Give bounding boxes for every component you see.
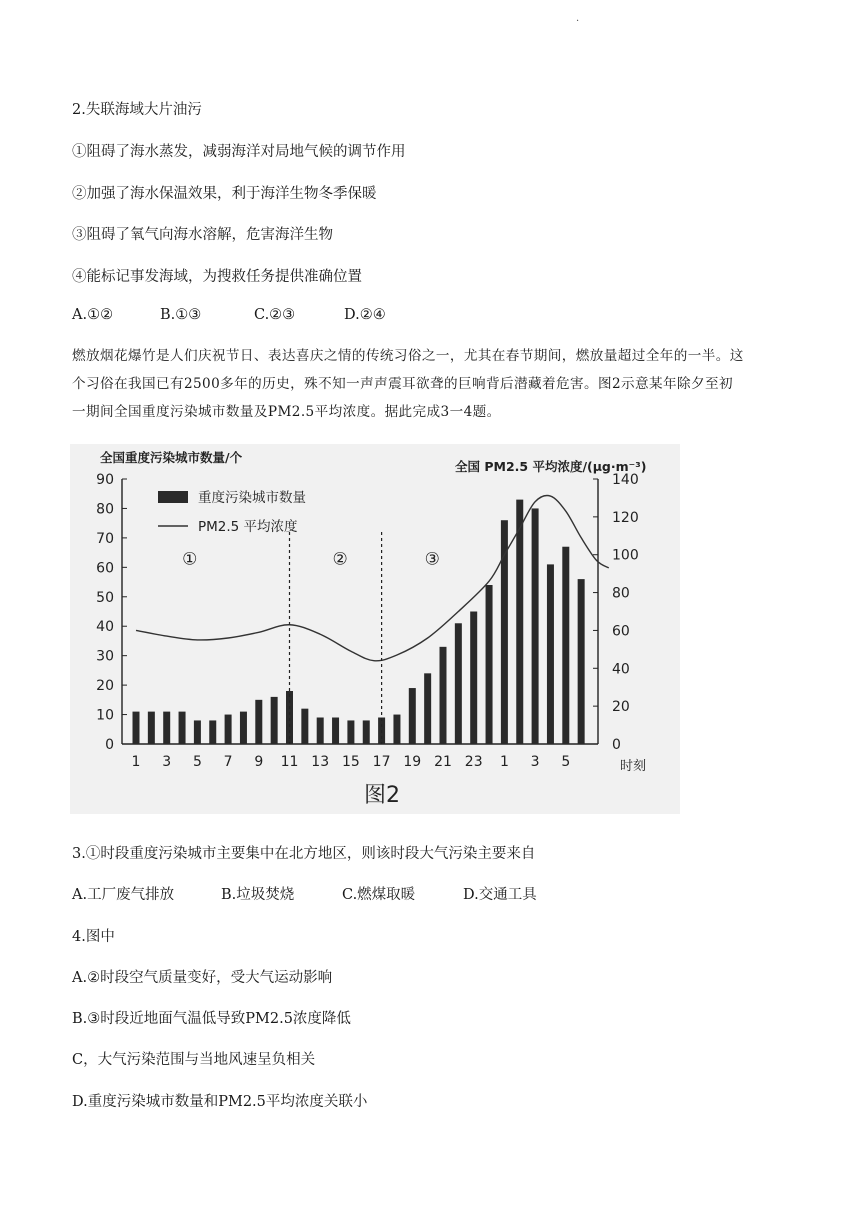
x-axis-label: 时刻: [620, 759, 647, 774]
period-label: ③: [424, 549, 440, 570]
x-tick-label: 13: [311, 754, 330, 770]
bar: [547, 564, 554, 744]
right-tick-label: 20: [612, 699, 630, 716]
question-2-options: [72, 307, 386, 323]
bar: [409, 688, 416, 744]
left-axis-title: 全国重度污染城市数量/个: [100, 450, 243, 465]
left-tick-label: 40: [96, 619, 114, 636]
left-tick-label: 10: [96, 707, 114, 724]
bar: [271, 697, 278, 744]
x-tick-label: 5: [561, 754, 571, 770]
question-2-item-2: ②加强了海水保温效果，利于海洋生物冬季保暖: [72, 186, 377, 202]
right-tick-label: 0: [612, 737, 621, 753]
option-d: D.交通工具: [463, 887, 537, 903]
legend-bar-label: 重度污染城市数量: [198, 490, 306, 506]
x-tick-label: 5: [192, 754, 202, 770]
question-4-option-a: A.②时段空气质量变好，受大气运动影响: [72, 970, 333, 986]
x-tick-label: 17: [372, 754, 391, 770]
question-2-title: 2.失联海域大片油污: [72, 102, 202, 118]
question-2-item-3: ③阻碍了氧气向海水溶解，危害海洋生物: [72, 227, 333, 243]
x-tick-label: 1: [131, 754, 141, 770]
bar: [393, 715, 400, 744]
bar: [209, 720, 216, 744]
bar: [562, 547, 569, 744]
question-3-title: 3.①时段重度污染城市主要集中在北方地区，则该时段大气污染主要来自: [72, 846, 536, 862]
period-label: ①: [182, 549, 198, 570]
option-b: B.①③: [160, 307, 202, 323]
period-label: ②: [332, 549, 348, 570]
bar: [532, 508, 539, 744]
bar: [163, 712, 170, 744]
left-tick-label: 80: [96, 501, 114, 518]
question-4-option-c: C，大气污染范围与当地风速呈负相关: [72, 1052, 316, 1068]
figure-2-chart: [70, 444, 680, 814]
x-tick-label: 21: [434, 754, 452, 770]
bar: [225, 715, 232, 744]
left-tick-label: 50: [96, 589, 114, 606]
legend-line-label: PM2.5 平均浓度: [198, 519, 298, 535]
x-tick-label: 3: [530, 754, 540, 770]
bar: [133, 712, 140, 744]
bar: [194, 720, 201, 744]
bar: [516, 500, 523, 744]
right-tick-label: 120: [612, 509, 639, 526]
bar: [440, 647, 447, 744]
right-tick-label: 60: [612, 623, 630, 640]
x-tick-label: 9: [254, 754, 264, 770]
question-2-item-1: ①阻碍了海水蒸发，减弱海洋对局地气候的调节作用: [72, 144, 406, 160]
bar: [363, 720, 370, 744]
x-tick-label: 7: [223, 754, 233, 770]
bar: [470, 612, 477, 745]
x-tick-label: 11: [280, 754, 299, 770]
right-tick-label: 140: [612, 472, 639, 488]
x-tick-label: 15: [341, 754, 360, 770]
bar: [347, 720, 354, 744]
option-c: C.燃煤取暖: [342, 887, 416, 903]
x-tick-label: 23: [464, 754, 483, 770]
bar: [424, 673, 431, 744]
bar: [578, 579, 585, 744]
option-b: B.垃圾焚烧: [221, 887, 295, 903]
bar: [301, 709, 308, 744]
right-tick-label: 80: [612, 585, 630, 602]
bar: [240, 712, 247, 744]
x-tick-label: 3: [162, 754, 172, 770]
option-a: A.工厂废气排放: [72, 887, 175, 903]
bar: [332, 718, 339, 745]
right-tick-label: 40: [612, 661, 630, 678]
x-tick-label: 19: [403, 754, 422, 770]
left-tick-label: 60: [96, 560, 114, 577]
chart-svg: [70, 444, 680, 814]
question-2-item-4: ④能标记事发海域，为搜救任务提供准确位置: [72, 269, 362, 285]
option-d: D.②④: [344, 307, 386, 323]
bar: [148, 712, 155, 744]
figure-caption: 图2: [364, 783, 400, 808]
intro-paragraph: [72, 342, 792, 426]
left-tick-label: 90: [96, 472, 114, 488]
left-tick-label: 30: [96, 648, 114, 665]
bar: [486, 585, 493, 744]
intro-line-3: 一期间全国重度污染城市数量及PM2.5平均浓度。据此完成3一4题。: [72, 404, 501, 420]
intro-line-1: 燃放烟花爆竹是人们庆祝节日、表达喜庆之情的传统习俗之一，尤其在春节期间，燃放量超过全年的一半。这: [72, 348, 744, 364]
bar: [317, 718, 324, 745]
header-mark: ·: [576, 16, 580, 27]
right-axis-title: 全国 PM2.5 平均浓度/(μg·m⁻³): [455, 459, 647, 474]
question-4-title: 4.图中: [72, 929, 115, 945]
bar: [455, 623, 462, 744]
left-tick-label: 70: [96, 530, 114, 547]
left-tick-label: 20: [96, 678, 114, 695]
x-tick-label: 1: [499, 754, 509, 770]
option-c: C.②③: [254, 307, 296, 323]
option-a: A.①②: [72, 307, 114, 323]
question-4-option-b: B.③时段近地面气温低导致PM2.5浓度降低: [72, 1011, 351, 1027]
question-3-options: [72, 883, 537, 904]
question-4-option-d: D.重度污染城市数量和PM2.5平均浓度关联小: [72, 1094, 368, 1110]
intro-line-2: 个习俗在我国已有2500多年的历史，殊不知一声声震耳欲聋的巨响背后潜藏着危害。图2示意某年除夕至初: [72, 376, 733, 392]
bar: [179, 712, 186, 744]
legend-bar-swatch: [158, 491, 188, 503]
left-tick-label: 0: [105, 737, 114, 753]
right-tick-label: 100: [612, 547, 639, 564]
bar: [255, 700, 262, 744]
